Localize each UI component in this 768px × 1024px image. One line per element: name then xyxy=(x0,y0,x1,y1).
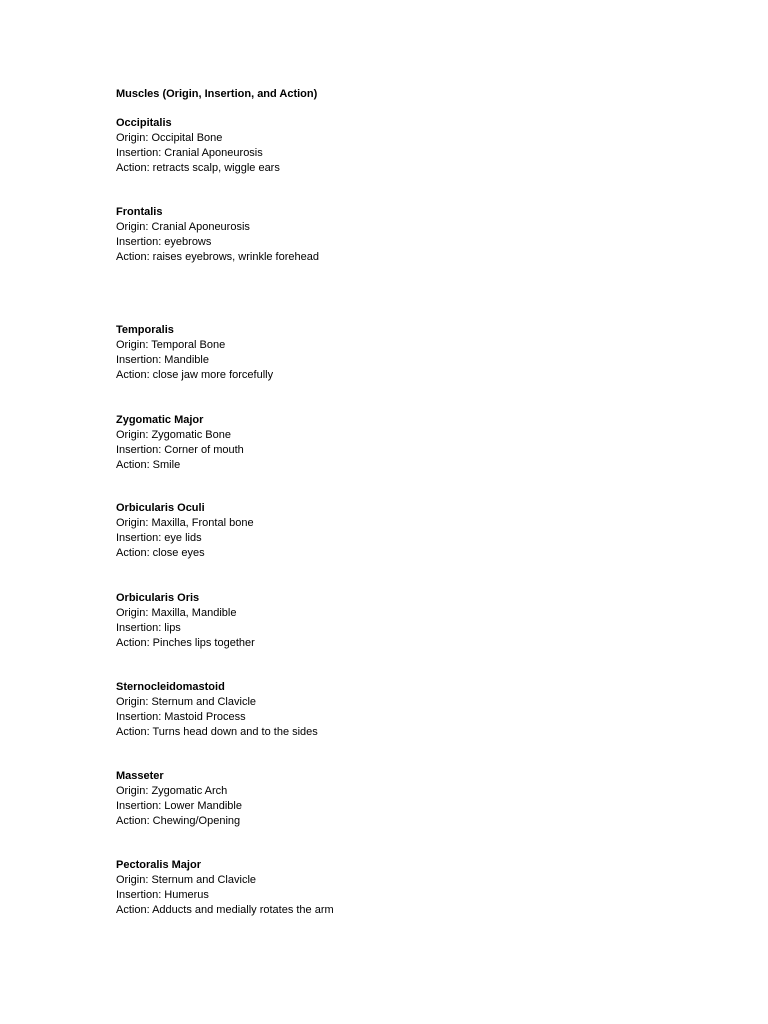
muscle-entry-pectoralis-major xyxy=(116,858,676,918)
muscle-insertion: Insertion: Humerus xyxy=(116,889,209,901)
muscle-entry-zygomatic-major xyxy=(116,413,676,473)
muscle-name: Zygomatic Major xyxy=(116,414,204,426)
muscle-entry-orbicularis-oculi xyxy=(116,501,676,561)
muscle-insertion: Insertion: Lower Mandible xyxy=(116,800,242,812)
muscle-name: Sternocleidomastoid xyxy=(116,681,225,693)
muscle-insertion: Insertion: Mandible xyxy=(116,354,209,366)
muscle-entry-sternocleidomastoid xyxy=(116,680,676,740)
muscle-origin: Origin: Maxilla, Frontal bone xyxy=(116,517,254,529)
muscle-entry-frontalis xyxy=(116,205,676,265)
muscle-action: Action: retracts scalp, wiggle ears xyxy=(116,162,280,174)
muscle-insertion: Insertion: Cranial Aponeurosis xyxy=(116,147,263,159)
document-title: Muscles (Origin, Insertion, and Action) xyxy=(116,88,318,100)
muscle-insertion: Insertion: lips xyxy=(116,622,181,634)
muscle-origin: Origin: Sternum and Clavicle xyxy=(116,874,257,886)
muscle-action: Action: Smile xyxy=(116,459,181,471)
muscle-name: Masseter xyxy=(116,770,164,782)
muscle-action: Action: raises eyebrows, wrinkle forehead xyxy=(116,251,319,263)
muscle-origin: Origin: Occipital Bone xyxy=(116,132,223,144)
muscle-origin: Origin: Temporal Bone xyxy=(116,339,226,351)
muscle-origin: Origin: Sternum and Clavicle xyxy=(116,696,257,708)
muscle-origin: Origin: Zygomatic Arch xyxy=(116,785,228,797)
muscle-origin: Origin: Zygomatic Bone xyxy=(116,429,231,441)
muscle-entry-occipitalis xyxy=(116,116,676,176)
muscle-origin: Origin: Maxilla, Mandible xyxy=(116,607,237,619)
muscle-entry-masseter xyxy=(116,769,676,829)
muscle-name: Occipitalis xyxy=(116,117,172,129)
muscle-insertion: Insertion: Mastoid Process xyxy=(116,711,246,723)
muscle-action: Action: close eyes xyxy=(116,547,205,559)
muscle-action: Action: Chewing/Opening xyxy=(116,815,241,827)
muscle-insertion: Insertion: eyebrows xyxy=(116,236,212,248)
muscle-insertion: Insertion: eye lids xyxy=(116,532,202,544)
muscle-name: Pectoralis Major xyxy=(116,859,201,871)
muscle-origin: Origin: Cranial Aponeurosis xyxy=(116,221,250,233)
muscle-entry-orbicularis-oris xyxy=(116,591,676,651)
muscle-name: Frontalis xyxy=(116,206,163,218)
muscle-action: Action: Turns head down and to the sides xyxy=(116,726,318,738)
muscle-insertion: Insertion: Corner of mouth xyxy=(116,444,244,456)
muscle-name: Orbicularis Oris xyxy=(116,592,200,604)
muscle-action: Action: close jaw more forcefully xyxy=(116,369,274,381)
muscle-entry-temporalis xyxy=(116,323,676,383)
muscle-name: Temporalis xyxy=(116,324,174,336)
muscle-action: Action: Pinches lips together xyxy=(116,637,255,649)
muscle-name: Orbicularis Oculi xyxy=(116,502,205,514)
muscle-action: Action: Adducts and medially rotates the arm xyxy=(116,904,334,916)
